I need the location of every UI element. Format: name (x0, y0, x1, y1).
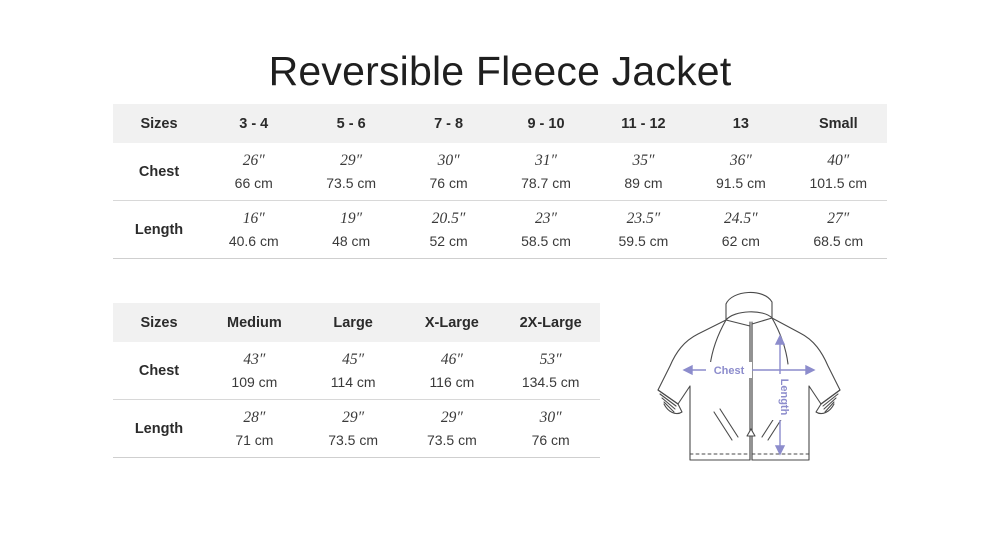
value-cm: 114 cm (330, 373, 376, 390)
cell-chest-large (304, 342, 403, 400)
value-inches: 24.5″ (724, 210, 758, 228)
column-header-2x-large: 2X-Large (501, 303, 600, 342)
cell-length-large (304, 400, 403, 458)
value-cm: 40.6 cm (228, 232, 279, 249)
row-label-chest: Chest (113, 342, 205, 400)
value-cm: 59.5 cm (618, 232, 669, 249)
table-row-chest (113, 143, 887, 201)
cell-chest-small (790, 143, 887, 201)
value-inches: 30″ (539, 409, 562, 427)
value-inches: 40″ (827, 152, 850, 170)
row-label-length: Length (113, 201, 205, 259)
table-row-length (113, 201, 887, 259)
column-header-large: Large (304, 303, 403, 342)
value-inches: 16″ (242, 210, 265, 228)
value-inches: 27″ (827, 210, 850, 228)
youth-size-table (113, 104, 887, 259)
value-inches: 23″ (535, 210, 557, 228)
value-cm: 116 cm (429, 373, 475, 390)
jacket-diagram (640, 278, 870, 478)
value-inches: 26″ (242, 152, 265, 170)
cell-length-13 (692, 201, 789, 259)
cell-length-small (790, 201, 887, 259)
table-header-row (113, 104, 887, 143)
value-inches: 19″ (340, 210, 363, 228)
value-cm: 71 cm (235, 431, 274, 448)
value-cm: 48 cm (332, 232, 371, 249)
value-inches: 20.5″ (431, 210, 466, 228)
value-cm: 73.5 cm (426, 431, 477, 448)
page-title: Reversible Fleece Jacket (268, 48, 732, 94)
value-inches: 28″ (243, 409, 266, 427)
cell-chest-13 (692, 143, 789, 201)
value-inches: 23.5″ (626, 210, 661, 228)
adult-size-table-wrapper (113, 303, 600, 458)
cell-length-x-large (403, 400, 502, 458)
value-inches: 46″ (440, 351, 463, 369)
adult-size-table (113, 303, 600, 458)
cell-chest-11-12 (595, 143, 692, 201)
value-cm: 66 cm (234, 174, 273, 191)
cell-chest-medium (205, 342, 304, 400)
cell-chest-3-4 (205, 143, 302, 201)
column-header-7-8: 7 - 8 (400, 104, 497, 143)
cell-length-9-10 (497, 201, 594, 259)
value-inches: 53″ (539, 351, 562, 369)
value-inches: 29″ (340, 152, 363, 170)
value-inches: 43″ (243, 351, 266, 369)
column-header-3-4: 3 - 4 (205, 104, 302, 143)
value-cm: 109 cm (231, 373, 278, 390)
value-cm: 62 cm (721, 232, 760, 249)
value-inches: 29″ (342, 409, 365, 427)
value-cm: 73.5 cm (328, 431, 379, 448)
value-cm: 101.5 cm (809, 174, 868, 191)
column-header-5-6: 5 - 6 (302, 104, 399, 143)
value-cm: 68.5 cm (813, 232, 864, 249)
value-cm: 76 cm (531, 431, 570, 448)
cell-length-2x-large (501, 400, 600, 458)
column-header-9-10: 9 - 10 (497, 104, 594, 143)
value-inches: 36″ (729, 152, 752, 170)
cell-length-5-6 (302, 201, 399, 259)
value-inches: 35″ (632, 152, 655, 170)
value-cm: 73.5 cm (326, 174, 377, 191)
value-cm: 134.5 cm (521, 373, 580, 390)
cell-chest-2x-large (501, 342, 600, 400)
chest-measure-label: Chest (713, 365, 745, 377)
cell-chest-x-large (403, 342, 502, 400)
cell-length-7-8 (400, 201, 497, 259)
column-header-small: Small (790, 104, 887, 143)
cell-length-3-4 (205, 201, 302, 259)
column-header-sizes: Sizes (113, 104, 205, 143)
column-header-sizes: Sizes (113, 303, 205, 342)
column-header-medium: Medium (205, 303, 304, 342)
cell-chest-7-8 (400, 143, 497, 201)
table-header-row (113, 303, 600, 342)
value-inches: 29″ (440, 409, 463, 427)
row-label-length: Length (113, 400, 205, 458)
youth-size-table-wrapper (113, 104, 887, 259)
cell-chest-5-6 (302, 143, 399, 201)
row-label-chest: Chest (113, 143, 205, 201)
column-header-x-large: X-Large (403, 303, 502, 342)
column-header-11-12: 11 - 12 (595, 104, 692, 143)
value-inches: 45″ (342, 351, 365, 369)
column-header-13: 13 (692, 104, 789, 143)
table-row-length (113, 400, 600, 458)
value-cm: 91.5 cm (715, 174, 766, 191)
value-cm: 89 cm (624, 174, 663, 191)
length-measure-label: Length (778, 378, 790, 416)
value-inches: 30″ (437, 152, 460, 170)
value-inches: 31″ (535, 152, 557, 170)
cell-length-11-12 (595, 201, 692, 259)
value-cm: 52 cm (429, 232, 468, 249)
cell-chest-9-10 (497, 143, 594, 201)
cell-length-medium (205, 400, 304, 458)
value-cm: 78.7 cm (521, 174, 571, 191)
value-cm: 58.5 cm (521, 232, 571, 249)
table-row-chest (113, 342, 600, 400)
value-cm: 76 cm (429, 174, 468, 191)
